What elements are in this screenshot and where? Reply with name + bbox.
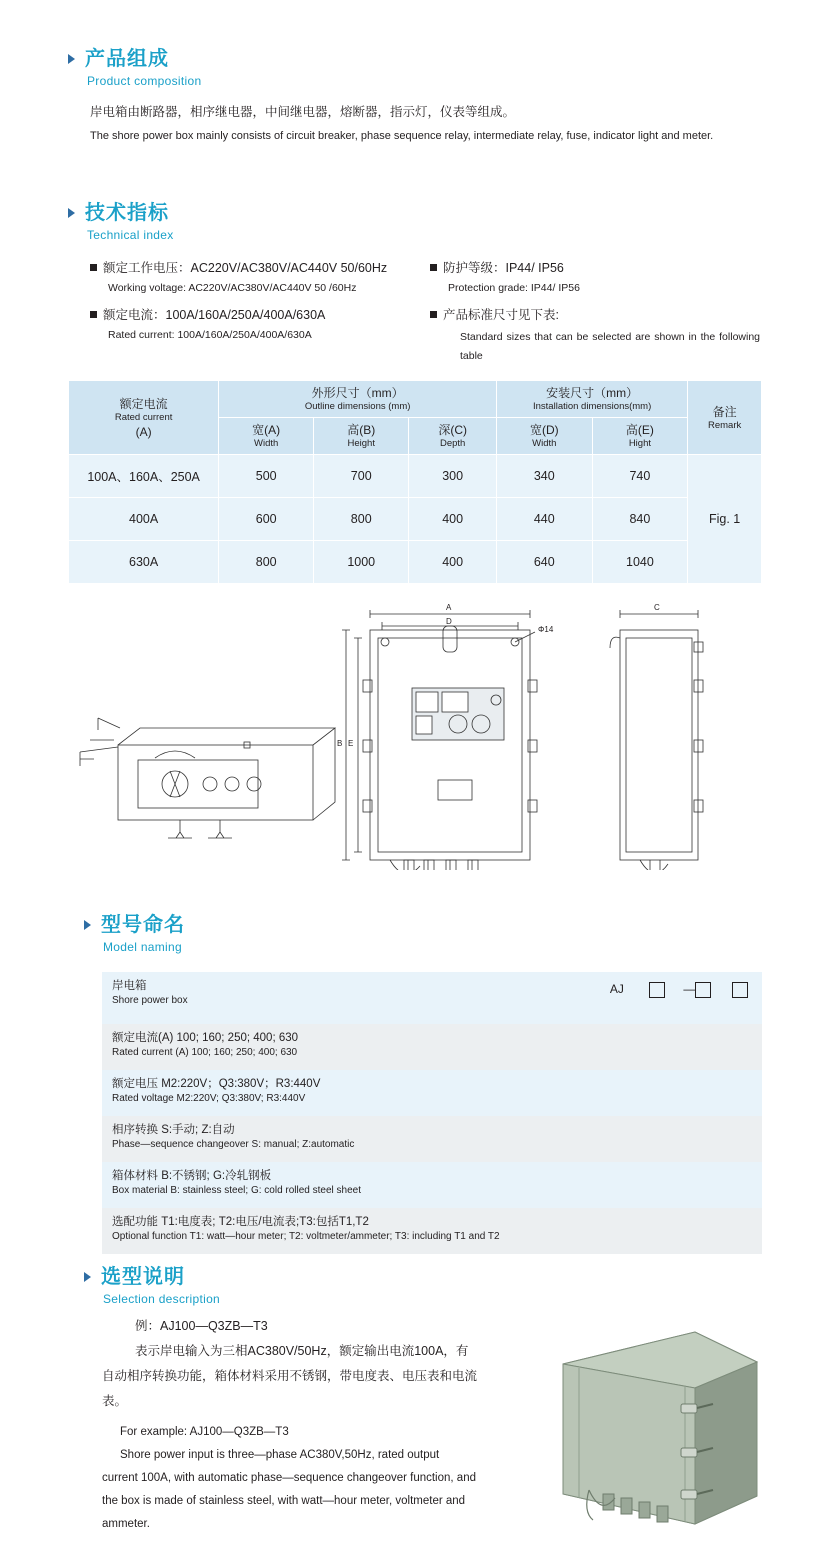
tech-item-voltage-en: Working voltage: AC220V/AC380V/AC440V 50 /60Hz [108, 282, 357, 294]
th-sub-width-a [219, 418, 314, 455]
naming-row-4-en: Box material B: stainless steel; G: cold rolled steel sheet [112, 1185, 362, 1196]
cell-current: 630A [69, 541, 219, 584]
cell-b: 1000 [314, 541, 409, 584]
cell-remark: Fig. 1 [688, 455, 762, 584]
cell-a: 500 [219, 455, 314, 498]
square-bullet-icon [90, 311, 97, 318]
naming-row-0-cn: 岸电箱 [112, 980, 147, 992]
model-naming-block [102, 972, 762, 1254]
th-remark-cn: 备注 [712, 404, 737, 419]
cell-e: 1040 [592, 541, 688, 584]
section-heading-technical-index [68, 202, 174, 243]
th-rated-current-cn: 额定电流 [119, 396, 168, 411]
technical-drawing [60, 580, 770, 870]
dim-label-e: E [348, 739, 354, 748]
cell-c: 300 [409, 455, 497, 498]
selection-desc-en-4: ammeter. [102, 1518, 150, 1530]
triangle-bullet-icon [68, 208, 75, 218]
table-row [69, 541, 762, 584]
naming-row-2-cn: 额定电压 M2:220V；Q3:380V；R3:440V [112, 1078, 321, 1090]
dim-label-c: C [654, 603, 660, 612]
th-remark [688, 381, 762, 455]
cell-e: 840 [592, 498, 688, 541]
dim-label-a: A [446, 603, 452, 612]
cell-a: 800 [219, 541, 314, 584]
naming-row-3-cn: 相序转换 S:手动; Z:自动 [112, 1124, 235, 1136]
th-rated-current-en: Rated current [114, 411, 173, 423]
naming-row-rated-current [102, 1024, 762, 1070]
section-title-cn: 产品组成 [85, 48, 169, 70]
triangle-bullet-icon [84, 1272, 91, 1282]
selection-desc-en-2: current 100A, with automatic phase—sequence changeover function, and [102, 1472, 476, 1484]
tech-item-voltage-cn: 额定工作电压：AC220V/AC380V/AC440V 50/60Hz [103, 261, 388, 275]
naming-row-5-en: Optional function T1: watt—hour meter; T2: voltmeter/ammeter; T3: including T1 and T2 [112, 1231, 500, 1242]
model-code-box-2 [695, 982, 711, 998]
cell-current: 400A [69, 498, 219, 541]
naming-row-4-cn: 箱体材料 B:不锈钢; G:冷轧钢板 [112, 1170, 272, 1182]
naming-row-optional-function [102, 1208, 762, 1254]
section-title-cn: 技术指标 [85, 202, 169, 224]
square-bullet-icon [430, 311, 437, 318]
th-sub-d-en: Width [532, 438, 557, 449]
th-sub-height-e [592, 418, 688, 455]
section-title-en: Selection description [103, 1292, 221, 1306]
section-title-cn: 型号命名 [101, 914, 185, 936]
table-row [69, 455, 762, 498]
tech-item-sizes [430, 306, 559, 324]
cell-a: 600 [219, 498, 314, 541]
naming-row-phase-changeover [102, 1116, 762, 1162]
tech-item-current-cn: 额定电流：100A/160A/250A/400A/630A [103, 308, 326, 322]
drawing-svg [60, 580, 770, 870]
tech-item-sizes-en: Standard sizes that can be selected are shown in the following table [460, 331, 760, 362]
th-installation-cn: 安装尺寸（mm） [546, 386, 639, 400]
tech-item-protection-en: Protection grade: IP44/ IP56 [448, 282, 580, 294]
naming-row-2-en: Rated voltage M2:220V; Q3:380V; R3:440V [112, 1093, 306, 1104]
selection-desc-cn-1: 表示岸电输入为三相AC380V/50Hz，额定输出电流100A，有 [135, 1344, 469, 1358]
th-rated-current-unit: (A) [135, 424, 152, 439]
table-row [69, 498, 762, 541]
model-code-box-3 [732, 982, 748, 998]
th-sub-depth-c [409, 418, 497, 455]
cell-d: 440 [497, 498, 593, 541]
cell-c: 400 [409, 541, 497, 584]
naming-row-box-material [102, 1162, 762, 1208]
tech-item-current-en: Rated current: 100A/160A/250A/400A/630A [108, 329, 312, 341]
cell-b: 800 [314, 498, 409, 541]
th-sub-width-d [497, 418, 593, 455]
th-sub-e-cn: 高(E) [625, 423, 654, 437]
th-sub-d-cn: 宽(D) [529, 423, 559, 437]
th-sub-c-cn: 深(C) [438, 423, 467, 437]
product-composition-body-en: The shore power box mainly consists of circuit breaker, phase sequence relay, intermediate relay, fuse, indicator light and meter. [90, 130, 714, 142]
model-code-box-1 [649, 982, 665, 998]
selection-desc-cn-2: 自动相序转换功能，箱体材料采用不锈钢，带电度表、电压表和电流 [102, 1369, 478, 1383]
model-code-area [610, 982, 748, 998]
th-outline-cn: 外形尺寸（mm） [311, 386, 404, 400]
square-bullet-icon [90, 264, 97, 271]
naming-row-rated-voltage [102, 1070, 762, 1116]
cell-d: 340 [497, 455, 593, 498]
th-installation [497, 381, 688, 418]
section-heading-selection-description [84, 1266, 220, 1307]
tech-item-voltage [90, 259, 387, 277]
square-bullet-icon [430, 264, 437, 271]
section-title-en: Model naming [103, 940, 182, 954]
th-sub-height-b [314, 418, 409, 455]
th-sub-b-cn: 高(B) [347, 423, 376, 437]
th-outline [219, 381, 497, 418]
cell-c: 400 [409, 498, 497, 541]
dim-label-d: D [446, 617, 452, 626]
spec-table [68, 380, 762, 584]
model-code-dash: — [683, 982, 696, 997]
section-heading-product-composition [68, 48, 201, 89]
selection-example-cn: 例：AJ100—Q3ZB—T3 [135, 1319, 268, 1333]
section-title-en: Technical index [87, 228, 174, 242]
triangle-bullet-icon [68, 54, 75, 64]
th-sub-a-cn: 宽(A) [252, 423, 281, 437]
tech-item-protection [430, 259, 564, 277]
cell-b: 700 [314, 455, 409, 498]
product-composition-body-cn: 岸电箱由断路器，相序继电器，中间继电器，熔断器，指示灯，仪表等组成。 [90, 105, 516, 119]
dim-label-b: B [337, 739, 343, 748]
section-title-en: Product composition [87, 74, 202, 88]
section-title-cn: 选型说明 [101, 1266, 185, 1288]
spec-table-body [69, 455, 762, 584]
model-code-prefix: AJ [609, 982, 624, 997]
selection-desc-cn-3: 表。 [102, 1394, 128, 1408]
selection-example-en: For example: AJ100—Q3ZB—T3 [120, 1426, 289, 1438]
naming-row-5-cn: 选配功能 T1:电度表; T2:电压/电流表;T3:包括T1,T2 [112, 1216, 369, 1228]
naming-row-0-en: Shore power box [112, 995, 188, 1006]
product-photo [545, 1318, 775, 1548]
cell-d: 640 [497, 541, 593, 584]
naming-row-shore-power-box [102, 972, 762, 1024]
product-photo-svg [545, 1318, 775, 1548]
naming-row-1-en: Rated current (A) 100; 160; 250; 400; 630 [112, 1047, 298, 1058]
triangle-bullet-icon [84, 920, 91, 930]
naming-row-3-en: Phase—sequence changeover S: manual; Z:automatic [112, 1139, 355, 1150]
th-remark-en: Remark [707, 419, 742, 431]
cell-e: 740 [592, 455, 688, 498]
naming-row-1-cn: 额定电流(A) 100; 160; 250; 400; 630 [112, 1032, 299, 1044]
selection-desc-en-1: Shore power input is three—phase AC380V,50Hz, rated output [120, 1449, 440, 1461]
dim-label-phi14: Φ14 [538, 625, 554, 634]
table-header-row [69, 381, 762, 418]
th-sub-a-en: Width [254, 438, 279, 449]
tech-item-sizes-cn: 产品标准尺寸见下表: [443, 308, 559, 322]
th-sub-e-en: Hight [628, 438, 651, 449]
th-sub-c-en: Depth [439, 438, 466, 449]
selection-desc-en-3: the box is made of stainless steel, with watt—hour meter, voltmeter and [102, 1495, 466, 1507]
th-installation-en: Installation dimensions(mm) [533, 401, 652, 412]
cell-current: 100A、160A、250A [69, 455, 219, 498]
th-outline-en: Outline dimensions (mm) [304, 401, 411, 412]
section-heading-model-naming [84, 914, 185, 955]
th-rated-current [69, 381, 219, 455]
tech-item-current [90, 306, 325, 324]
tech-item-protection-cn: 防护等级：IP44/ IP56 [443, 261, 564, 275]
th-sub-b-en: Height [347, 438, 375, 449]
spec-table-head [69, 381, 762, 455]
